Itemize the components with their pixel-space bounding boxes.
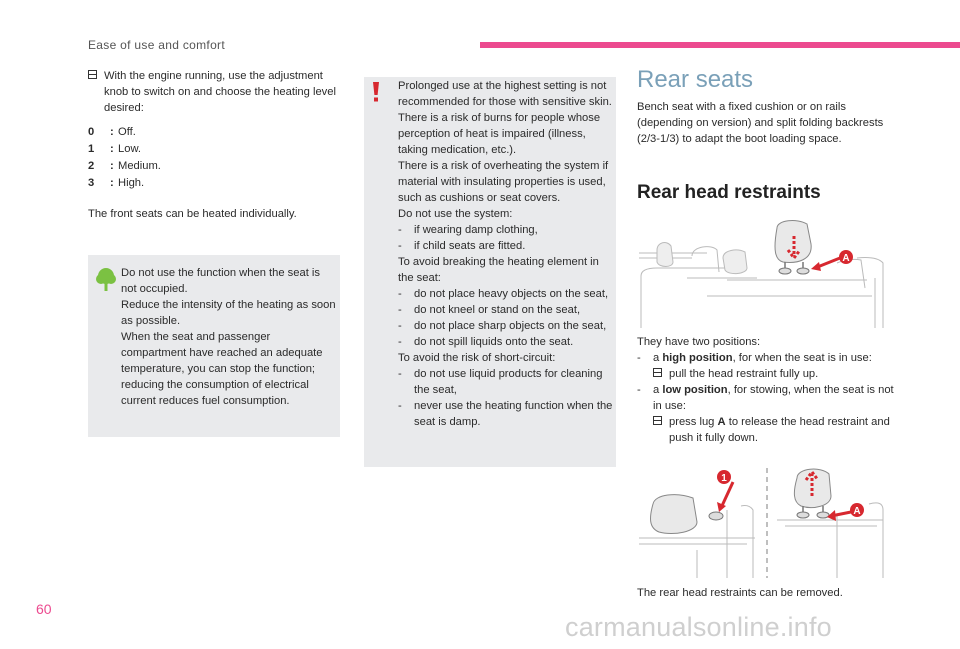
warning-line: To avoid the risk of short-circuit: [398, 352, 556, 364]
header-accent-bar [480, 42, 960, 48]
label-1: 1 [721, 473, 727, 484]
checkbox-bullet-icon [653, 366, 669, 382]
head-restraint-illustration-top [637, 218, 885, 330]
level-item: 0 : Off. [88, 126, 136, 138]
warning-subitem: - if child seats are fitted. [398, 240, 526, 252]
head-restraint-illustration-bottom [637, 460, 885, 578]
eco-line: When the seat and passenger compartment have reached an adequate temperature, you can stop the function; reducing the consumption of electrical current reduces fuel consumption. [121, 331, 323, 407]
exclamation-icon [370, 81, 382, 108]
warning-subitem: - if wearing damp clothing, [398, 224, 538, 236]
rear-seats-intro: Bench seat with a fixed cushion or on rails (depending on version) and split folding backrests (2/3-1/3) to adapt the boot loading space. [637, 101, 884, 145]
page-number: 60 [36, 601, 52, 617]
warning-subitem: - do not place heavy objects on the seat, [398, 288, 609, 300]
warning-line: Do not use the system: [398, 208, 513, 220]
warning-line: There is a risk of overheating the system if material with insulating properties is used, such as cushions or seat covers. [398, 160, 609, 204]
low-position-step: press lug A to release the head restraint and push it fully down. [637, 414, 899, 446]
level-item: 2 : Medium. [88, 160, 161, 172]
eco-line: Reduce the intensity of the heating as soon as possible. [121, 299, 336, 327]
section-header: Ease of use and comfort [88, 38, 225, 52]
heating-levels-list [88, 124, 288, 192]
warning-subitem: - do not kneel or stand on the seat, [398, 304, 581, 316]
checkbox-bullet-icon [653, 414, 669, 446]
head-restraint-positions [637, 334, 899, 446]
section-subtitle: Rear head restraints [637, 182, 821, 203]
low-position-item: - a low position, for stowing, when the seat is not in use: [637, 384, 894, 412]
tree-icon [96, 267, 116, 298]
warning-line: To avoid breaking the heating element in the seat: [398, 256, 599, 284]
warning-line: There is a risk of burns for people whose perception of heat is impaired (illness, taking medication, etc.). [398, 112, 601, 156]
level-item: 3 : High. [88, 177, 145, 189]
level-item: 1 : Low. [88, 143, 142, 155]
positions-intro: They have two positions: [637, 336, 761, 348]
heating-instruction: With the engine running, use the adjustment knob to switch on and choose the heating level desired: [88, 68, 343, 116]
front-seats-note: The front seats can be heated individually. [88, 208, 297, 220]
high-position-step: pull the head restraint fully up. [637, 366, 899, 382]
eco-line: Do not use the function when the seat is not occupied. [121, 267, 321, 295]
eco-info-box [88, 255, 340, 437]
warning-subitem: - do not place sharp objects on the seat, [398, 320, 607, 332]
watermark: carmanualsonline.info [565, 612, 832, 642]
page-title: Rear seats [637, 66, 754, 93]
high-position-item: - a high position, for when the seat is in use: [637, 352, 872, 364]
warning-subitem: - do not use liquid products for cleaning the seat, [398, 368, 603, 396]
checkbox-bullet-icon [88, 68, 104, 116]
label-a: A [842, 253, 850, 264]
warning-line: Prolonged use at the highest setting is not recommended for those with sensitive skin. [398, 80, 612, 108]
warning-box [364, 77, 616, 467]
removable-note: The rear head restraints can be removed. [637, 587, 843, 599]
label-a: A [853, 506, 861, 517]
warning-subitem: - never use the heating function when the seat is damp. [398, 400, 613, 428]
warning-subitem: - do not spill liquids onto the seat. [398, 336, 574, 348]
